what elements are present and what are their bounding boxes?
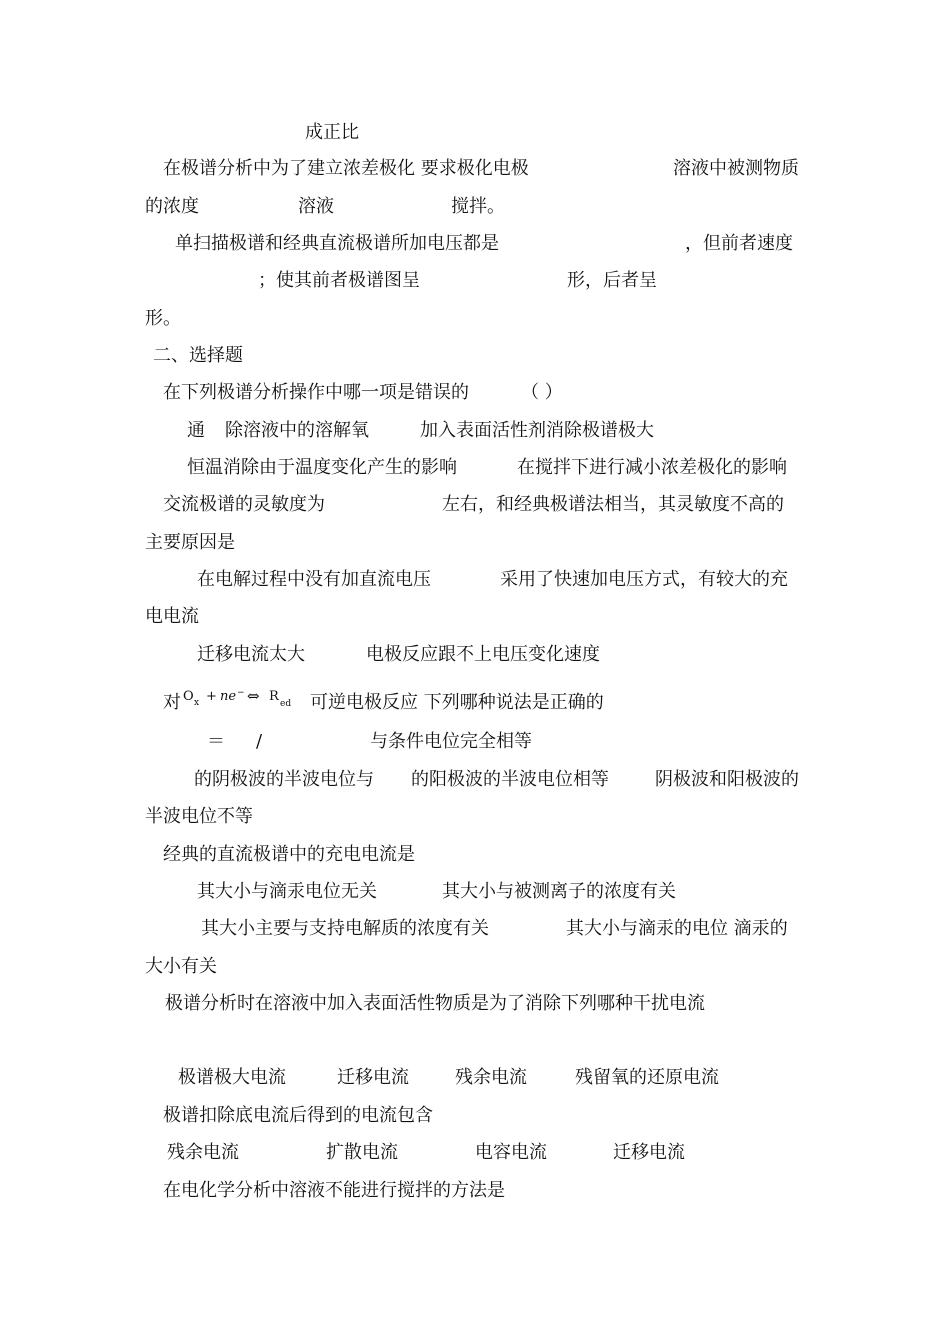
eq-red-subscript: ed — [280, 699, 292, 709]
fill-line-3b: 溶液 — [298, 196, 334, 217]
fill-line-5a: ；使其前者极谱图呈 — [258, 270, 420, 291]
eq-electron: ne — [220, 689, 237, 704]
q3-option-a-equals: ＝ — [207, 731, 225, 752]
q4-option-c: 其大小主要与支持电解质的浓度有关 — [201, 918, 489, 939]
q2-option-c: 迁移电流太大 — [197, 644, 305, 665]
q5-option-b: 迁移电流 — [337, 1067, 409, 1088]
q3-stem: 可逆电极反应 下列哪种说法是正确的 — [310, 692, 604, 713]
q2-option-a: 在电解过程中没有加直流电压 — [197, 569, 431, 590]
q2-option-d: 电极反应跟不上电压变化速度 — [366, 644, 600, 665]
fill-line-2b: 溶液中被测物质 — [673, 158, 799, 179]
q5-option-d: 残留氧的还原电流 — [575, 1067, 719, 1088]
q2-option-b-cont: 电电流 — [145, 606, 199, 627]
eq-reversible-arrow: ⇔ — [247, 687, 260, 705]
q2-stem-c: 主要原因是 — [145, 532, 235, 553]
q2-stem-b: 左右，和经典极谱法相当，其灵敏度不高的 — [442, 494, 784, 515]
q3-option-d: 阴极波和阳极波的 — [655, 769, 799, 790]
q1-option-c: 恒温消除由于温度变化产生的影响 — [187, 457, 457, 478]
q7-stem: 在电化学分析中溶液不能进行搅拌的方法是 — [163, 1180, 505, 1201]
eq-ox-subscript: x — [194, 698, 200, 708]
q6-option-a: 残余电流 — [167, 1142, 239, 1163]
q3-option-a-slash: / — [256, 731, 263, 752]
fill-line-4b: ，但前者速度 — [685, 233, 793, 254]
fill-line-1: 成正比 — [305, 122, 359, 143]
q2-option-b: 采用了快速加电压方式，有较大的充 — [500, 569, 788, 590]
section-title: 二、选择题 — [153, 345, 243, 366]
q4-option-a: 其大小与滴汞电位无关 — [197, 881, 377, 902]
q5-stem: 极谱分析时在溶液中加入表面活性物质是为了消除下列哪种干扰电流 — [165, 993, 705, 1014]
q4-option-b: 其大小与被测离子的浓度有关 — [442, 881, 676, 902]
eq-ox-symbol: O — [183, 689, 194, 704]
q1-option-d: 在搅拌下进行减小浓差极化的影响 — [517, 457, 787, 478]
q3-prefix: 对 — [163, 692, 181, 713]
fill-line-6: 形。 — [145, 308, 181, 329]
q1-option-b: 加入表面活性剂消除极谱极大 — [420, 420, 654, 441]
fill-line-2a: 在极谱分析中为了建立浓差极化 要求极化电极 — [163, 158, 529, 179]
q6-option-b: 扩散电流 — [326, 1142, 398, 1163]
q3-option-b: 的阴极波的半波电位与 — [194, 769, 374, 790]
q4-stem: 经典的直流极谱中的充电电流是 — [163, 844, 415, 865]
fill-line-4a: 单扫描极谱和经典直流极谱所加电压都是 — [175, 233, 499, 254]
q3-option-d-cont: 半波电位不等 — [145, 806, 253, 827]
q1-stem: 在下列极谱分析操作中哪一项是错误的 — [163, 382, 469, 403]
q2-stem-a: 交流极谱的灵敏度为 — [163, 494, 325, 515]
q5-option-a: 极谱极大电流 — [178, 1067, 286, 1088]
q6-stem: 极谱扣除底电流后得到的电流包含 — [163, 1105, 433, 1126]
q6-option-d: 迁移电流 — [613, 1142, 685, 1163]
q4-option-d: 其大小与滴汞的电位 滴汞的 — [566, 918, 788, 939]
eq-plus-sign: + — [206, 689, 217, 704]
q6-option-c: 电容电流 — [475, 1142, 547, 1163]
q4-option-d-cont: 大小有关 — [145, 956, 217, 977]
q3-option-a-text: 与条件电位完全相等 — [370, 731, 532, 752]
q1-option-a: 通 — [187, 420, 205, 441]
q1-answer-blank: （ ） — [521, 382, 563, 403]
eq-red-symbol: R — [269, 689, 279, 704]
fill-line-3c: 搅拌。 — [451, 196, 505, 217]
eq-electron-charge: − — [237, 688, 245, 698]
fill-line-5b: 形，后者呈 — [567, 270, 657, 291]
q1-option-a-cont: 除溶液中的溶解氧 — [225, 420, 369, 441]
q3-option-c: 的阳极波的半波电位相等 — [411, 769, 609, 790]
fill-line-3a: 的浓度 — [145, 196, 199, 217]
q5-option-c: 残余电流 — [455, 1067, 527, 1088]
